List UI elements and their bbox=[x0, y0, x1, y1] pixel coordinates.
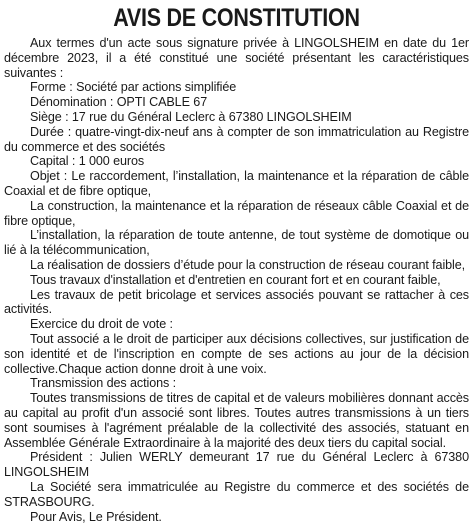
notice-title: AVIS DE CONSTITUTION bbox=[37, 3, 437, 33]
object-paragraph: La réalisation de dossiers d’étude pour la construction de réseau courant faible, bbox=[4, 258, 469, 273]
share-transfer-text: Toutes transmissions de titres de capital et de valeurs mobilières donnant accès au capital au profit d'un associé sont libres. Toutes autres transmissions à un tiers sont soumises à l'agrément préalable de la collectivité des associés, statuant en Assemblée Générale Extraordinaire à la majorité des deux tiers du capital social. bbox=[4, 391, 469, 450]
notice-body bbox=[4, 36, 469, 524]
signature-line: Pour Avis, Le Président. bbox=[4, 510, 469, 524]
voting-rights-text: Tout associé a le droit de participer aux décisions collectives, sur justification de son identité et de l'inscription en compte de ses actions au jour de la décision collective.Chaque action donne droit à une voix. bbox=[4, 332, 469, 376]
share-capital: Capital : 1 000 euros bbox=[4, 154, 469, 169]
share-transfer-heading: Transmission des actions : bbox=[4, 376, 469, 391]
intro-paragraph: Aux termes d'un acte sous signature privée à LINGOLSHEIM en date du 1er décembre 2023, il a été constitué une société présentant les caractéristiques suivantes : bbox=[4, 36, 469, 80]
president-paragraph: Président : Julien WERLY demeurant 17 rue du Général Leclerc à 67380 LINGOLSHEIM bbox=[4, 450, 469, 480]
registered-office: Siège : 17 rue du Général Leclerc à 67380 LINGOLSHEIM bbox=[4, 110, 469, 125]
company-name: Dénomination : OPTI CABLE 67 bbox=[4, 95, 469, 110]
object-paragraph: Tous travaux d'installation et d'entretien en courant fort et en courant faible, bbox=[4, 273, 469, 288]
object-paragraph: Objet : Le raccordement, l’installation, la maintenance et la réparation de câble Coaxial et de fibre optique, bbox=[4, 169, 469, 199]
object-paragraph: Les travaux de petit bricolage et services associés pouvant se rattacher à ces activités. bbox=[4, 288, 469, 318]
voting-rights-heading: Exercice du droit de vote : bbox=[4, 317, 469, 332]
legal-form: Forme : Société par actions simplifiée bbox=[4, 80, 469, 95]
company-duration: Durée : quatre-vingt-dix-neuf ans à compter de son immatriculation au Registre du commerce et des sociétés bbox=[4, 125, 469, 155]
object-paragraph: L’installation, la réparation de toute antenne, de tout système de domotique ou lié à la télécommunication, bbox=[4, 228, 469, 258]
registration-paragraph: La Société sera immatriculée au Registre du commerce et des sociétés de STRASBOURG. bbox=[4, 480, 469, 510]
object-paragraph: La construction, la maintenance et la réparation de réseaux câble Coaxial et de fibre optique, bbox=[4, 199, 469, 229]
